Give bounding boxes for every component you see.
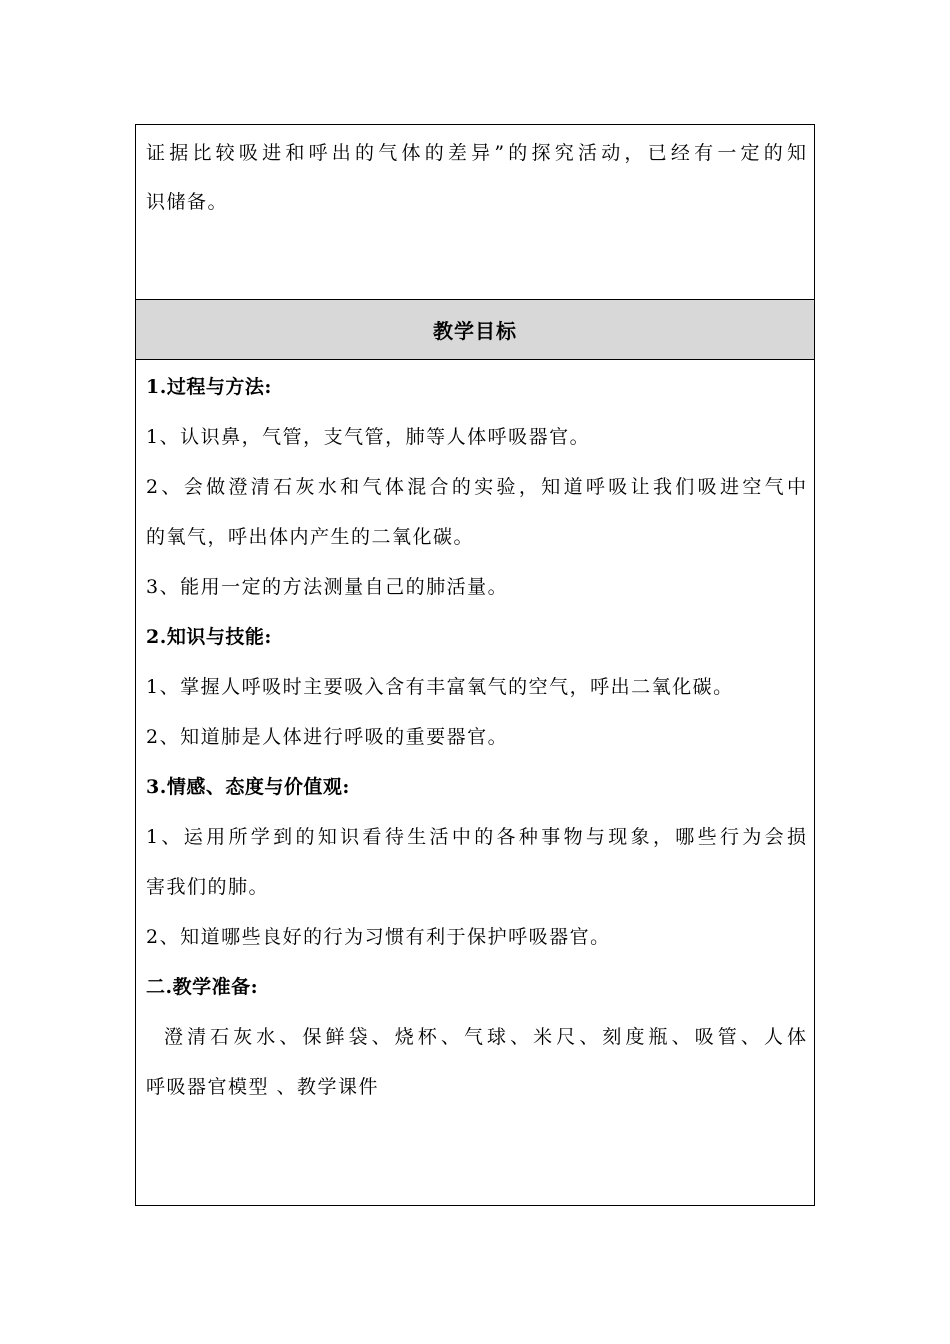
background-text-line-1: 证据比较吸进和呼出的气体的差异”的探究活动，已经有一定的知 xyxy=(146,142,806,164)
knowledge-item-1: 1、掌握人呼吸时主要吸入含有丰富氧气的空气，呼出二氧化碳。 xyxy=(146,676,734,698)
knowledge-heading: 2.知识与技能: xyxy=(146,626,272,648)
preparation-heading: 二.教学准备: xyxy=(146,976,259,998)
process-item-2-line-2: 的氧气，呼出体内产生的二氧化碳。 xyxy=(146,526,475,548)
background-cell xyxy=(136,125,814,300)
process-item-2-line-1: 2、会做澄清石灰水和气体混合的实验，知道呼吸让我们吸进空气中 xyxy=(146,476,806,498)
preparation-line-2: 呼吸器官模型 、教学课件 xyxy=(146,1076,380,1098)
knowledge-item-2: 2、知道肺是人体进行呼吸的重要器官。 xyxy=(146,726,509,748)
objectives-header-title: 教学目标 xyxy=(433,319,517,343)
preparation-line-1: 澄清石灰水、保鲜袋、烧杯、气球、米尺、刻度瓶、吸管、人体 xyxy=(164,1026,806,1048)
background-text-line-2: 识储备。 xyxy=(146,191,229,213)
process-item-1: 1、认识鼻，气管，支气管，肺等人体呼吸器官。 xyxy=(146,426,591,448)
emotion-item-2: 2、知道哪些良好的行为习惯有利于保护呼吸器官。 xyxy=(146,926,611,948)
emotion-item-1-line-2: 害我们的肺。 xyxy=(146,876,270,898)
objectives-header-cell xyxy=(136,300,814,360)
objectives-body-cell xyxy=(136,360,814,1205)
process-item-3: 3、能用一定的方法测量自己的肺活量。 xyxy=(146,576,509,598)
process-heading: 1.过程与方法: xyxy=(146,376,272,398)
emotion-heading: 3.情感、态度与价值观: xyxy=(146,776,350,798)
emotion-item-1-line-1: 1、运用所学到的知识看待生活中的各种事物与现象，哪些行为会损 xyxy=(146,826,806,848)
lesson-plan-table xyxy=(135,124,815,1206)
